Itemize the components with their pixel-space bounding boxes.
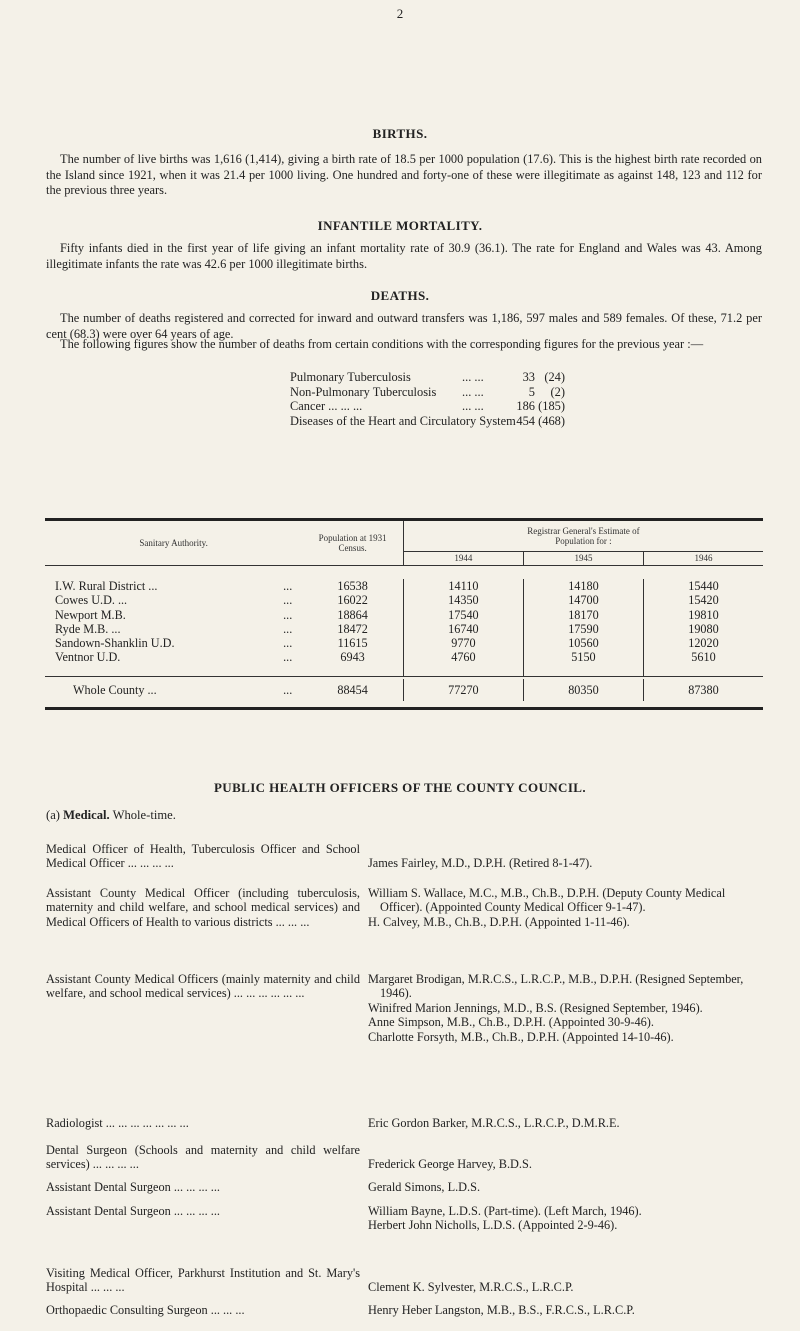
y1945-cell: 18170 xyxy=(523,608,643,622)
officer-name: Frederick George Harvey, B.D.S. xyxy=(368,1157,532,1171)
census-cell: 18864 xyxy=(302,608,403,622)
officer-name: William Bayne, L.D.S. (Part-time). (Left March, 1946). xyxy=(368,1204,642,1218)
officer-entry xyxy=(46,1180,762,1194)
row-dots: ... xyxy=(283,593,293,608)
officer-name: Anne Simpson, M.B., Ch.B., D.P.H. (Appointed 30-9-46). xyxy=(368,1015,654,1030)
y1944-cell: 17540 xyxy=(403,608,523,622)
y1946-cell: 19810 xyxy=(688,607,719,622)
y1944-cell: 14110 xyxy=(403,579,523,593)
medical-subheading xyxy=(46,808,176,823)
officer-role: Assistant County Medical Officer (including tuberculosis, maternity and child welfare, and school medical services) and Medical Officers of Health to various districts ... ... ... xyxy=(46,886,360,929)
cause-previous: (468) xyxy=(538,413,565,428)
y1945-cell: 14180 xyxy=(523,579,643,593)
sub-letter: (a) xyxy=(46,808,60,822)
total-census: 88454 xyxy=(302,679,403,701)
officer-name: Henry Heber Langston, M.B., B.S., F.R.C.S., L.R.C.P. xyxy=(368,1303,635,1317)
total-authority: Whole County ... xyxy=(73,682,157,697)
officer-name: James Fairley, M.D., D.P.H. (Retired 8-1-47). xyxy=(368,856,593,870)
cause-row xyxy=(290,399,565,414)
cause-previous: (24) xyxy=(544,370,565,384)
cause-value: 454 xyxy=(516,413,535,428)
y1946-cell: 12020 xyxy=(688,636,719,651)
census-cell: 11615 xyxy=(302,636,403,650)
cause-dots: ... ... xyxy=(462,399,484,414)
officer-entry xyxy=(46,1143,762,1172)
census-cell: 6943 xyxy=(302,650,403,664)
y1946-cell: 15420 xyxy=(688,593,719,608)
row-dots: ... xyxy=(283,636,293,651)
authority-name: I.W. Rural District ... xyxy=(55,579,158,593)
officer-entry xyxy=(46,1204,762,1233)
page-number: 2 xyxy=(396,6,404,21)
table-row xyxy=(45,579,763,593)
y1946-cell: 15440 xyxy=(688,579,719,593)
officer-entry xyxy=(46,886,762,929)
cause-value: 186 xyxy=(516,399,535,414)
cause-row xyxy=(290,414,565,429)
table-row xyxy=(45,608,763,622)
table-row xyxy=(45,650,763,664)
row-dots: ... xyxy=(283,607,293,622)
officer-name: William S. Wallace, M.C., M.B., Ch.B., D.P.H. (Deputy County Medical Officer). (Appointed County Medical Officer 9-1-47). xyxy=(368,886,726,915)
census-cell: 16022 xyxy=(302,593,403,607)
cause-dots: ... ... xyxy=(462,370,484,384)
officer-entry xyxy=(46,1116,762,1130)
officers-heading: PUBLIC HEALTH OFFICERS OF THE COUNTY COUNCIL. xyxy=(213,780,587,795)
y1944-cell: 14350 xyxy=(403,593,523,607)
officer-name: Eric Gordon Barker, M.R.C.S., L.R.C.P., D.M.R.E. xyxy=(368,1116,620,1130)
officer-name: Charlotte Forsyth, M.B., Ch.B., D.P.H. (Appointed 14-10-46). xyxy=(368,1029,674,1044)
cause-previous: (185) xyxy=(538,399,565,414)
officer-role: Assistant County Medical Officers (mainly maternity and child welfare, and school medical services) ... ... ... ... ... ... xyxy=(46,972,360,1001)
births-paragraph: The number of live births was 1,616 (1,414), giving a birth rate of 18.5 per 1000 population (17.6). This is the highest birth rate recorded on the Island since 1921, when it was 21.4 per 1000 living. One hundred and forty-one of these were illegitimate as against 148, 123 and 112 for the previous three years. xyxy=(46,152,762,197)
y1945-cell: 17590 xyxy=(523,622,643,636)
officer-entry xyxy=(46,972,762,1044)
population-table xyxy=(45,518,763,710)
officer-name: Herbert John Nicholls, L.D.S. (Appointed 2-9-46). xyxy=(368,1218,618,1233)
table-total-row xyxy=(45,679,763,701)
table-row xyxy=(45,593,763,607)
officer-role: Assistant Dental Surgeon ... ... ... ... xyxy=(46,1180,220,1194)
officer-name: Clement K. Sylvester, M.R.C.S., L.R.C.P. xyxy=(368,1280,574,1294)
header-year: 1946 xyxy=(643,551,763,565)
header-year: 1945 xyxy=(523,551,643,565)
y1945-cell: 14700 xyxy=(523,593,643,607)
infant-mortality-paragraph: Fifty infants died in the first year of life giving an infant mortality rate of 30.9 (36.1). The rate for England and Wales was 43. Among illegitimate infants the rate was 42.6 per 1000 illegitimate births. xyxy=(46,241,762,271)
cause-label: Pulmonary Tuberculosis xyxy=(290,370,411,384)
row-dots: ... xyxy=(283,621,293,636)
cause-value: 33 xyxy=(522,370,535,384)
header-census: Population at 1931 Census. xyxy=(302,521,403,565)
cause-label: Cancer ... ... ... xyxy=(290,399,363,414)
table-row xyxy=(45,622,763,636)
officer-name: Margaret Brodigan, M.R.C.S., L.R.C.P., M.B., D.P.H. (Resigned September, 1946). xyxy=(368,972,744,1001)
y1946-cell: 5610 xyxy=(691,650,716,665)
officer-entry xyxy=(46,1266,762,1295)
header-year: 1944 xyxy=(403,551,523,565)
officer-name: Gerald Simons, L.D.S. xyxy=(368,1180,481,1194)
births-heading: BIRTHS. xyxy=(372,126,428,141)
cause-row xyxy=(290,370,565,385)
total-1946: 87380 xyxy=(688,682,719,697)
sub-bold: Medical. xyxy=(63,808,110,822)
authority-name: Ryde M.B. ... xyxy=(55,621,121,636)
officer-role: Visiting Medical Officer, Parkhurst Institution and St. Mary's Hospital ... ... ... xyxy=(46,1266,360,1295)
row-dots: ... xyxy=(283,682,293,697)
officer-name: Winifred Marion Jennings, M.D., B.S. (Resigned September, 1946). xyxy=(368,1000,703,1015)
header-authority: Sanitary Authority. xyxy=(139,537,208,548)
deaths-heading: DEATHS. xyxy=(370,288,430,303)
total-1945: 80350 xyxy=(523,679,643,701)
census-cell: 18472 xyxy=(302,622,403,636)
y1945-cell: 5150 xyxy=(523,650,643,664)
authority-name: Cowes U.D. ... xyxy=(55,593,128,608)
y1944-cell: 9770 xyxy=(403,636,523,650)
census-cell: 16538 xyxy=(302,579,403,593)
cause-dots: ... ... xyxy=(462,384,484,399)
deaths-paragraph-2: The following figures show the number of deaths from certain conditions with the corresponding figures for the previous year :— xyxy=(60,337,704,351)
officer-entry xyxy=(46,842,762,871)
cause-label: Non-Pulmonary Tuberculosis xyxy=(290,384,437,399)
y1944-cell: 4760 xyxy=(403,650,523,664)
death-causes-list xyxy=(290,370,565,428)
sub-rest: Whole-time. xyxy=(112,808,176,822)
officer-role: Radiologist ... ... ... ... ... ... ... xyxy=(46,1116,189,1130)
y1945-cell: 10560 xyxy=(523,636,643,650)
infant-mortality-heading: INFANTILE MORTALITY. xyxy=(317,218,483,233)
authority-name: Sandown-Shanklin U.D. xyxy=(55,636,175,651)
row-dots: ... xyxy=(283,579,293,593)
officer-role: Medical Officer of Health, Tuberculosis Officer and School Medical Officer ... ... ... ... xyxy=(46,842,360,871)
cause-value: 5 xyxy=(528,384,535,399)
officer-name: H. Calvey, M.B., Ch.B., D.P.H. (Appointed 1-11-46). xyxy=(368,914,630,929)
officer-entry xyxy=(46,1303,762,1317)
y1944-cell: 16740 xyxy=(403,622,523,636)
y1946-cell: 19080 xyxy=(688,621,719,636)
cause-row xyxy=(290,385,565,400)
cause-previous: (2) xyxy=(550,384,565,399)
officer-role: Assistant Dental Surgeon ... ... ... ... xyxy=(46,1204,220,1218)
table-row xyxy=(45,636,763,650)
officer-role: Dental Surgeon (Schools and maternity and child welfare services) ... ... ... ... xyxy=(46,1143,360,1172)
cause-label: Diseases of the Heart and Circulatory System xyxy=(290,413,516,428)
total-1944: 77270 xyxy=(403,679,523,701)
deaths-paragraph-1: The number of deaths registered and corrected for inward and outward transfers was 1,186, 597 males and 589 females. Of these, 71.2 per cent (68.3) were over 64 years of age. xyxy=(46,311,762,341)
row-dots: ... xyxy=(283,650,293,665)
header-estimate: Registrar General's Estimate of Population for : xyxy=(527,525,640,546)
authority-name: Newport M.B. xyxy=(55,607,126,622)
authority-name: Ventnor U.D. xyxy=(55,650,121,665)
officer-role: Orthopaedic Consulting Surgeon ... ... ... xyxy=(46,1303,245,1317)
